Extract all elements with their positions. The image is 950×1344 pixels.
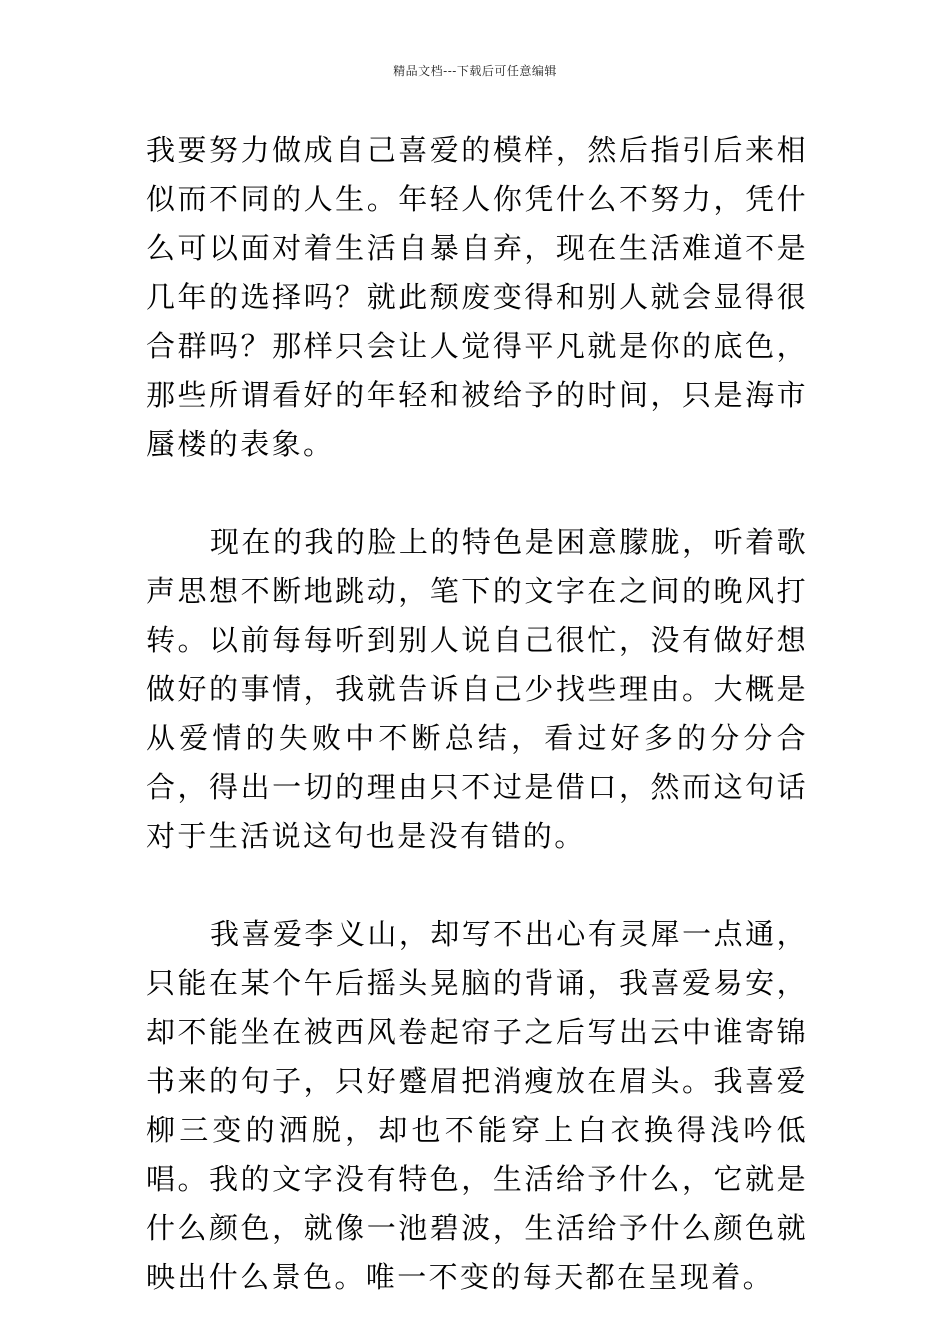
paragraph-3: 我喜爱李义山，却写不出心有灵犀一点通，只能在某个午后摇头晃脑的背诵，我喜爱易安，却不能坐在被西风卷起帘子之后写出云中谁寄锦书来的句子，只好蹙眉把消瘦放在眉头。我喜爱柳三变的洒脱，却也不能穿上白衣换得浅吟低唱。我的文字没有特色，生活给予什么，它就是什么颜色，就像一池碧波，生活给予什么颜色就映出什么景色。唯一不变的每天都在呈现着。: [146, 917, 808, 1294]
document-body: [146, 126, 808, 1302]
paragraph-1: 我要努力做成自己喜爱的模样，然后指引后来相似而不同的人生。年轻人你凭什么不努力，凭什么可以面对着生活自暴自弃，现在生活难道不是几年的选择吗？就此颓废变得和别人就会显得很合群吗？那样只会让人觉得平凡就是你的底色，那些所谓看好的年轻和被给予的时间，只是海市蜃楼的表象。: [146, 133, 808, 461]
paragraph-2: 现在的我的脸上的特色是困意朦胧，听着歌声思想不断地跳动，笔下的文字在之间的晚风打转。以前每每听到别人说自己很忙，没有做好想做好的事情，我就告诉自己少找些理由。大概是从爱情的失败中不断总结，看过好多的分分合合，得出一切的理由只不过是借口，然而这句话对于生活说这句也是没有错的。: [146, 525, 808, 853]
page-header: 精品文档---下载后可任意编辑: [393, 64, 557, 78]
